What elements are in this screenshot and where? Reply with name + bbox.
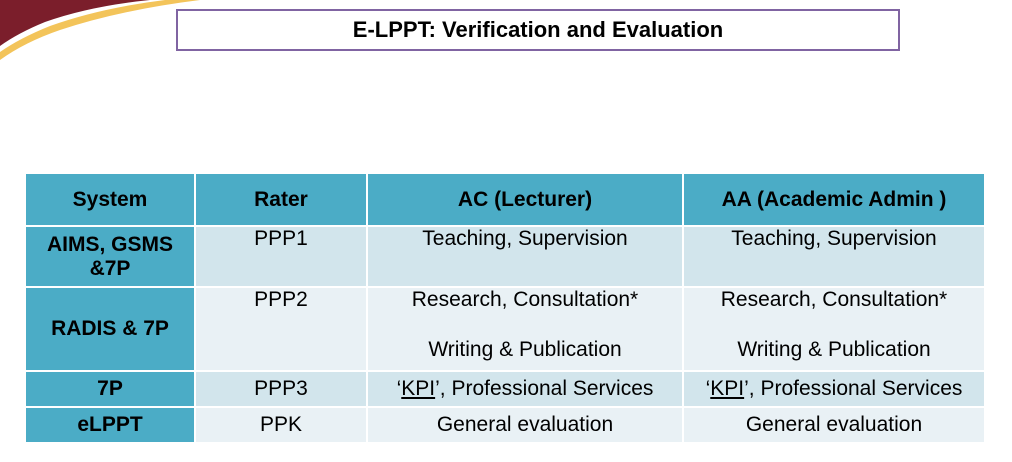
system-cell: AIMS, GSMS &7P: [25, 226, 195, 287]
table-row: [25, 226, 985, 287]
rater-cell: PPP1: [195, 226, 367, 287]
aa-cell: Teaching, Supervision: [683, 226, 985, 287]
ac-rest-text: ’, Professional Services: [435, 377, 654, 400]
table-row: [25, 287, 985, 371]
slide-title: E-LPPT: Verification and Evaluation: [352, 17, 724, 42]
ac-line1: Research, Consultation*: [411, 288, 639, 311]
system-cell: eLPPT: [25, 407, 195, 443]
corner-decoration: [0, 0, 200, 60]
table-row: [25, 371, 985, 407]
header-rater: Rater: [195, 173, 367, 226]
title-box: [176, 9, 900, 51]
aa-cell: [683, 371, 985, 407]
verification-table: [24, 172, 986, 444]
ac-cell: [367, 287, 683, 371]
aa-rest-text: ’, Professional Services: [744, 377, 963, 400]
ac-kpi-text: KPI: [401, 377, 436, 400]
system-cell: 7P: [25, 371, 195, 407]
rater-cell: PPP2: [195, 287, 367, 371]
aa-quote-open: ‘: [705, 377, 711, 400]
header-aa: AA (Academic Admin ): [683, 173, 985, 226]
table-row: [25, 407, 985, 443]
header-row: [25, 173, 985, 226]
aa-line2: Writing & Publication: [737, 338, 931, 361]
header-system: System: [25, 173, 195, 226]
aa-kpi-text: KPI: [710, 377, 745, 400]
ac-cell: General evaluation: [367, 407, 683, 443]
ac-cell: [367, 371, 683, 407]
rater-cell: PPK: [195, 407, 367, 443]
rater-cell: PPP3: [195, 371, 367, 407]
aa-line1: Research, Consultation*: [720, 288, 948, 311]
aa-cell: [683, 287, 985, 371]
ac-cell: Teaching, Supervision: [367, 226, 683, 287]
ac-line2: Writing & Publication: [428, 338, 622, 361]
aa-cell: General evaluation: [683, 407, 985, 443]
ac-quote-open: ‘: [396, 377, 402, 400]
system-cell: RADIS & 7P: [25, 287, 195, 371]
header-ac: AC (Lecturer): [367, 173, 683, 226]
